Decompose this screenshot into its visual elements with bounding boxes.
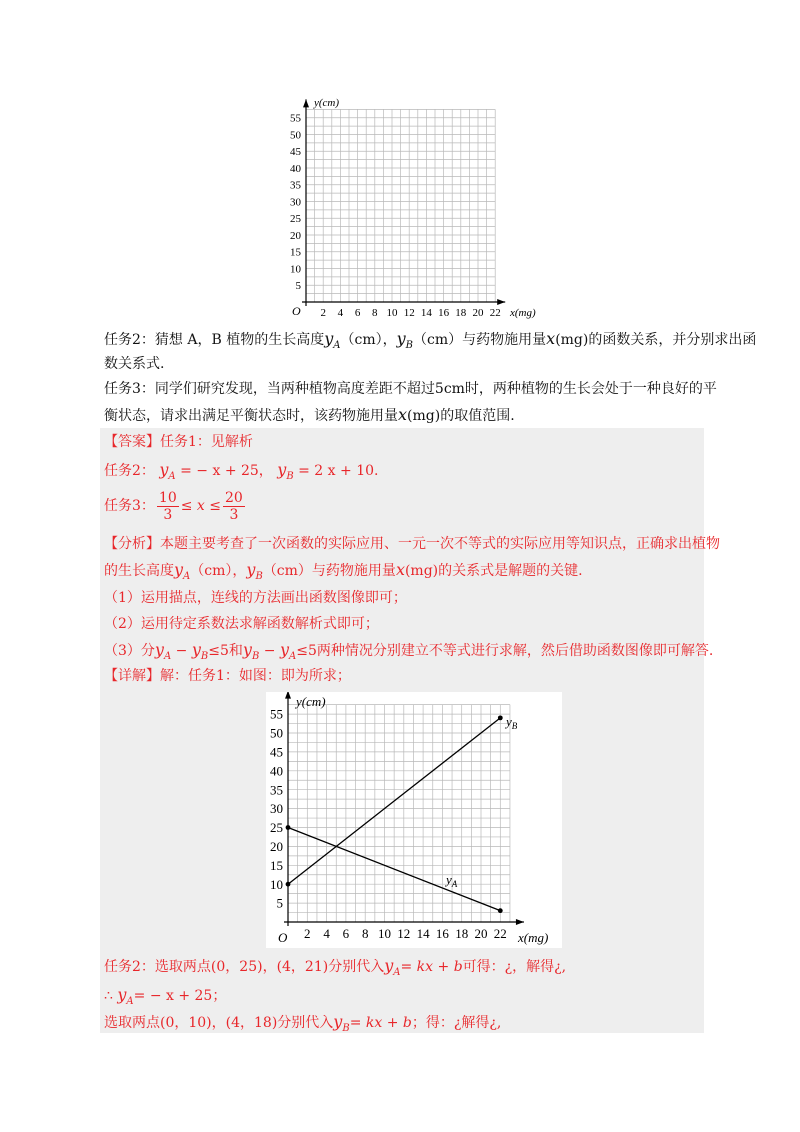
- inequality: ≤ x ≤: [180, 498, 222, 514]
- analysis-text: 的生长高度: [104, 563, 174, 579]
- y-tick-label: 10: [270, 876, 283, 892]
- var-yA: y: [324, 329, 334, 348]
- x-tick-label: 16: [435, 926, 449, 941]
- frac-num: 10: [158, 489, 177, 506]
- solution-text: = − x + 25；: [133, 988, 227, 1004]
- x-tick-label: 12: [403, 307, 415, 319]
- x-tick-label: 6: [342, 926, 350, 941]
- analysis-text: ≤5和: [208, 643, 243, 659]
- task3-prompt-line1: 任务3：同学们研究发现，当两种植物高度差距不超过5cm时，两种植物的生长会处于一种良好的平: [104, 381, 717, 397]
- fraction-10-3: [157, 490, 179, 523]
- var-y: y: [117, 985, 127, 1004]
- var-yA: y: [159, 460, 169, 479]
- x-tick-label: 22: [489, 307, 501, 319]
- y-tick-label: 40: [290, 162, 301, 175]
- solution-line2: [104, 985, 226, 1012]
- fraction-20-3: [223, 490, 245, 523]
- var-x: x: [395, 560, 405, 579]
- y-tick-label: 55: [290, 112, 301, 125]
- solution-text: 选取两点: [104, 1015, 160, 1031]
- var-y: y: [154, 640, 164, 659]
- empty-grid-chart: [280, 94, 550, 326]
- analysis-text: （cm），: [190, 563, 247, 579]
- y-tick-label: 50: [270, 725, 283, 741]
- label-y: y: [446, 872, 452, 887]
- var-y: y: [279, 640, 289, 659]
- frac-den: 3: [229, 506, 239, 523]
- x-tick-label: 18: [455, 926, 469, 941]
- x-tick-label: 22: [493, 926, 507, 941]
- y-tick-label: 45: [290, 146, 301, 159]
- answer-task2: [104, 460, 378, 487]
- answer-task3-label: 任务3：: [104, 498, 155, 514]
- y-tick-label: 45: [270, 744, 283, 760]
- y-tick-label: 40: [270, 763, 283, 779]
- y-tick-label: 20: [290, 229, 301, 242]
- y-tick-label: 20: [270, 839, 283, 855]
- x-axis-arrow: [516, 919, 524, 925]
- detail-line1: [104, 666, 351, 686]
- solution-line3: [104, 1012, 501, 1039]
- x-tick-labels: [320, 307, 500, 319]
- linear-form: = kx + b: [400, 959, 463, 975]
- analysis-point3: [104, 640, 713, 667]
- solution-text: ；得：¿解得¿,: [411, 1015, 502, 1031]
- analysis-text: （3）分: [104, 643, 155, 659]
- chart-grid: [288, 705, 510, 922]
- analysis-text: ≤5两种情况分别建立不等式进行求解，然后借助函数图像即可解答.: [296, 643, 714, 659]
- sub-B: B: [286, 470, 294, 482]
- sub-A: A: [168, 470, 176, 482]
- x-tick-label: 16: [438, 307, 450, 319]
- answer-task2-label: 任务2：: [104, 463, 155, 479]
- function-graph-chart: [266, 692, 562, 948]
- solution-text: 分别代入: [328, 959, 385, 975]
- detail-text: 解：任务1：如图：即为所求；: [160, 668, 351, 684]
- eq-yA-rhs: = − x + 25，: [180, 463, 273, 479]
- x-tick-label: 12: [397, 926, 411, 941]
- x-tick-label: 10: [378, 926, 391, 941]
- label-sub: A: [451, 879, 458, 889]
- series-point-yA: [498, 908, 503, 913]
- frac-num: 20: [225, 489, 243, 506]
- analysis-text: 本题主要考查了一次函数的实际应用、一元一次不等式的实际应用等知识点，正确求出植物: [160, 536, 720, 552]
- analysis-tag: 【分析】: [104, 536, 160, 552]
- x-axis-arrow: [497, 299, 505, 305]
- var-yB: y: [246, 560, 256, 579]
- frac-den: 3: [163, 506, 173, 523]
- y-tick-label: 5: [276, 895, 283, 911]
- var-y: y: [333, 1012, 343, 1031]
- analysis-line1: [104, 534, 720, 554]
- y-tick-label: 30: [270, 801, 283, 817]
- origin-label: O: [292, 304, 301, 318]
- linear-form: = kx + b: [349, 1015, 412, 1031]
- y-axis-arrow: [303, 99, 309, 107]
- sub-A: A: [333, 339, 341, 351]
- solution-points: (0，10)，(4，18): [160, 1015, 278, 1031]
- minus: −: [259, 643, 280, 659]
- x-tick-label: 14: [420, 307, 432, 319]
- var-y: y: [384, 956, 394, 975]
- x-axis-label: x(mg): [518, 930, 549, 945]
- y-tick-labels: [270, 707, 283, 911]
- chart-axes: [302, 99, 505, 306]
- x-tick-label: 10: [386, 307, 398, 319]
- answer-task1: 任务1：见解析: [160, 434, 253, 450]
- y-tick-label: 15: [270, 857, 283, 873]
- sub-B: B: [200, 650, 209, 662]
- answer-line: [104, 432, 253, 452]
- y-tick-label: 35: [290, 179, 301, 192]
- y-tick-label: 25: [270, 820, 283, 836]
- task2-prompt-line1: [104, 329, 756, 356]
- y-tick-label: 25: [290, 213, 301, 226]
- x-tick-label: 18: [455, 307, 467, 319]
- x-tick-label: 14: [416, 926, 430, 941]
- x-tick-label: 6: [354, 307, 361, 319]
- y-tick-label: 15: [290, 246, 301, 259]
- var-y: y: [242, 640, 252, 659]
- solution-text: 可得：¿，解得¿,: [462, 959, 567, 975]
- var-yA: y: [174, 560, 184, 579]
- solution-text: 分别代入: [277, 1015, 334, 1031]
- analysis-point1: （1）运用描点，连线的方法画出函数图像即可；: [104, 590, 407, 606]
- sub-A: A: [163, 650, 172, 662]
- sub-A: A: [126, 995, 134, 1007]
- series-point-yA: [286, 825, 291, 830]
- y-tick-label: 5: [295, 280, 301, 293]
- task3-text-b: (mg)的取值范围.: [407, 408, 515, 424]
- sub-B: B: [251, 650, 260, 662]
- y-tick-label: 55: [270, 706, 283, 722]
- x-tick-label: 20: [472, 307, 484, 319]
- therefore: ∴: [104, 988, 118, 1004]
- task2-text-c: （cm）与药物施用量: [413, 332, 547, 348]
- solution-text: 任务2：选取两点: [104, 959, 211, 975]
- solution-points: (0，25)，(4，21): [210, 959, 329, 975]
- analysis-point2: （2）运用待定系数法求解函数解析式即可；: [104, 616, 379, 632]
- var-x: x: [546, 329, 556, 348]
- chart-grid: [306, 109, 495, 302]
- sub-B: B: [405, 339, 414, 351]
- answer-tag: 【答案】: [104, 434, 160, 450]
- task2-text: 任务2：猜想 A，B 植物的生长高度: [104, 332, 325, 348]
- x-tick-label: 2: [304, 926, 311, 941]
- sub-B: B: [342, 1022, 350, 1034]
- y-axis-label: y(cm): [314, 97, 340, 109]
- var-yB: y: [277, 460, 287, 479]
- task2-text-d: (mg)的函数关系，并分别求出函: [555, 332, 757, 348]
- y-tick-label: 10: [290, 263, 301, 276]
- x-tick-label: 4: [323, 926, 330, 941]
- origin-label: O: [278, 930, 288, 945]
- detail-tag: 【详解】: [104, 668, 160, 684]
- label-sub: B: [511, 721, 518, 731]
- minus: −: [171, 643, 192, 659]
- task3-prompt-line2: [104, 405, 515, 426]
- task2-text-b: （cm），: [340, 332, 397, 348]
- analysis-line2: [104, 560, 583, 587]
- y-tick-label: 50: [290, 129, 301, 142]
- y-tick-label: 30: [290, 196, 301, 209]
- var-x: x: [398, 405, 408, 424]
- sub-A: A: [183, 570, 191, 582]
- x-tick-label: 4: [337, 307, 344, 319]
- series-point-yB: [498, 715, 503, 720]
- task3-text: 衡状态，请求出满足平衡状态时，该药物施用量: [104, 408, 398, 424]
- x-tick-label: 8: [361, 926, 369, 941]
- x-tick-label: 8: [372, 307, 378, 319]
- x-tick-labels: [304, 926, 507, 941]
- sub-A: A: [393, 966, 401, 978]
- y-axis-label: y(cm): [296, 694, 326, 709]
- y-tick-labels: [290, 113, 302, 293]
- label-y: y: [506, 714, 512, 729]
- x-tick-label: 20: [474, 926, 488, 941]
- series-point-yB: [286, 882, 291, 887]
- y-tick-label: 35: [270, 782, 283, 798]
- x-axis-label: x(mg): [510, 307, 536, 319]
- analysis-text: （cm）与药物施用量: [262, 563, 396, 579]
- var-yB: y: [396, 329, 406, 348]
- x-tick-label: 2: [320, 307, 326, 319]
- series-label-yB: [504, 714, 518, 731]
- sub-A: A: [288, 650, 297, 662]
- sub-B: B: [255, 570, 263, 582]
- solution-line1: [104, 956, 566, 983]
- var-y: y: [191, 640, 201, 659]
- y-axis-arrow: [285, 692, 291, 699]
- eq-yB-rhs: = 2 x + 10.: [298, 463, 379, 479]
- answer-task3: [104, 486, 247, 526]
- task2-prompt-line2: 数关系式.: [104, 356, 165, 372]
- analysis-text: (mg)的关系式是解题的关键.: [404, 563, 583, 579]
